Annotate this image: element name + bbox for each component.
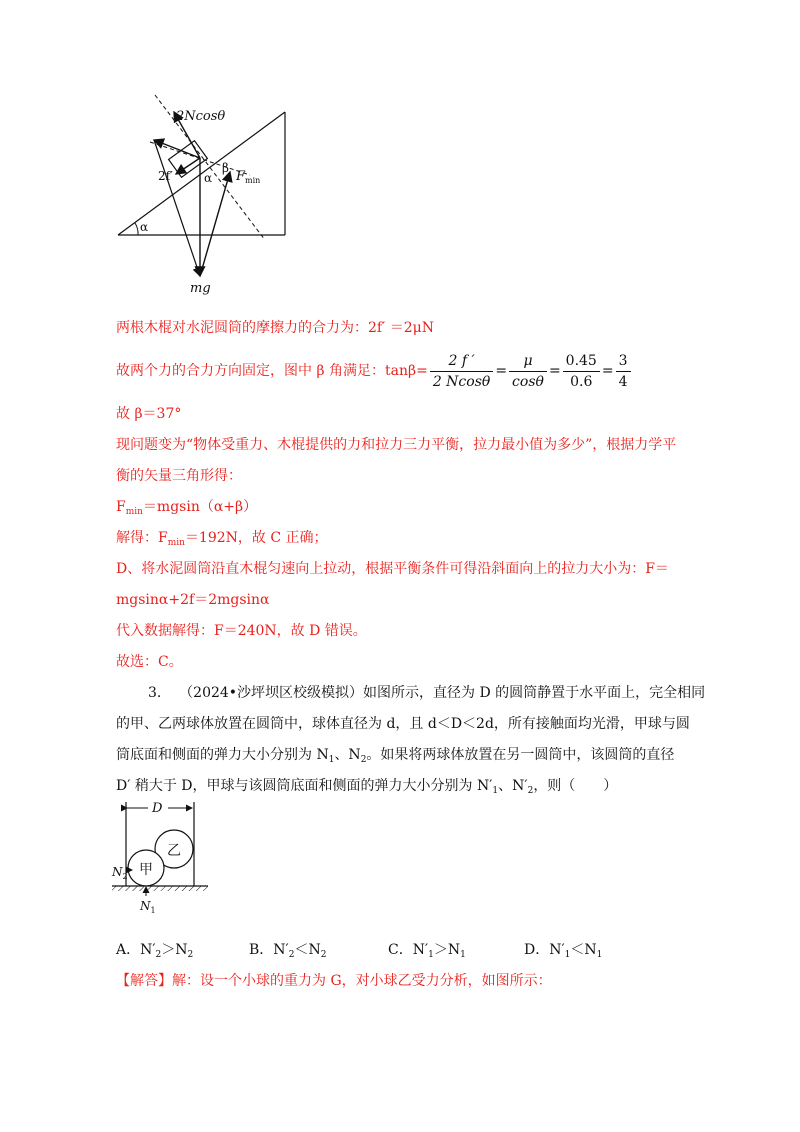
fraction-2f-over-2ncos: $\frac{2 f '}{2 Ncos\theta}$ — [430, 351, 494, 392]
option-D[interactable]: D．$N'_1<N_1$ — [524, 942, 603, 960]
label-N1: $N_1$ — [140, 899, 156, 915]
solution-line-9: mgsinα+2f＝2mgsinα — [116, 592, 270, 608]
option-C[interactable]: C．$N'_1>N_1$ — [388, 942, 466, 960]
ground-hatch — [112, 886, 208, 891]
label-fmin: $F_{min}$ — [236, 169, 261, 185]
force-resultant-arrow — [154, 140, 200, 158]
label-jia: 甲 — [139, 862, 153, 878]
label-mg: mg — [190, 281, 211, 296]
solution-line-5: 衡的矢量三角形得： — [116, 468, 242, 484]
fraction-numeric: $\frac{0.45}{0.6}$ — [563, 351, 600, 392]
cylinder-block — [169, 141, 208, 178]
force-diagram-incline — [110, 90, 310, 300]
answer-line: 【解答】解：设一个小球的重力为 G，对小球乙受力分析，如图所示： — [116, 973, 552, 989]
option-A[interactable]: A．$N'_2>N_2$ — [116, 942, 194, 960]
fraction-mu-over-cos: $\frac{\mu}{\cos\theta}$ — [509, 351, 547, 392]
tan-beta-prefix: 故两个力的合力方向固定，图中 β 角满足：tanβ= — [116, 363, 428, 379]
answer-tag: 【解答】 — [116, 973, 172, 989]
label-2f: 2f′ — [158, 169, 173, 183]
fraction-result: $\frac{3}{4}$ — [616, 351, 631, 392]
question-line-2: 的甲、乙两球体放置在圆筒中，球体直径为 d，且 d＜D＜2d，所有接触面均光滑，甲球与圆 — [116, 716, 690, 732]
label-D: D — [152, 801, 163, 816]
option-B[interactable]: B．$N'_2<N_2$ — [249, 942, 327, 960]
label-2ncos: 2Ncosθ — [176, 109, 226, 124]
solution-line-1: 两根木棍对水泥圆筒的摩擦力的合力为：2f′ ＝2μN — [116, 320, 434, 336]
incline-hypotenuse — [118, 112, 285, 235]
question-line-4: D′ 稍大于 D，甲球与该圆筒底面和侧面的弹力大小分别为 $N'_1$、$N'_2$，则（ ） — [116, 778, 618, 796]
question-number: 3. — [148, 685, 162, 701]
solution-line-8: D、将水泥圆筒沿直木棍匀速向上拉动，根据平衡条件可得沿斜面向上的拉力大小为：F＝ — [116, 561, 669, 577]
question-line-1: 3. （2024•沙坪坝区校级模拟）如图所示，直径为 D 的圆筒静置于水平面上，完全相同 — [148, 685, 706, 701]
label-beta: β — [222, 161, 229, 175]
label-alpha: α — [204, 171, 213, 185]
label-N2: $N_2$ — [112, 865, 128, 881]
force-link-line — [154, 140, 200, 276]
solution-line-10: 代入数据解得：F＝240N，故 D 错误。 — [116, 623, 367, 639]
solution-line-4: 现问题变为“物体受重力、木棍提供的力和拉力三力平衡，拉力最小值为多少”，根据力学平 — [116, 437, 677, 453]
question-line-3: 筒底面和侧面的弹力大小分别为 $N_1$、$N_2$。如果将两球体放置在另一圆筒中，该圆筒的直径 — [116, 747, 675, 765]
label-yi: 乙 — [167, 843, 181, 859]
solution-line-3: 故 β＝37° — [116, 406, 182, 422]
solution-line-6: $F_{min}=mgsin(\alpha+\beta)$ — [116, 499, 258, 517]
cylinder-balls-diagram — [110, 800, 220, 920]
force-fmin-arrow — [200, 172, 230, 276]
solution-line-2: 故两个力的合力方向固定，图中 β 角满足：tanβ= $\frac{2 f '}{2 Ncos\theta}$ = $\frac{\mu}{\cos\theta}$ = $\frac{0.45}{0.6}$ = $\frac{3}{4}$ — [116, 349, 633, 393]
solution-line-7: 解得：$F_{min}=192N$，故 C 正确； — [116, 530, 328, 548]
label-alpha-base: α — [140, 220, 149, 234]
solution-line-11: 故选：C。 — [116, 654, 183, 670]
